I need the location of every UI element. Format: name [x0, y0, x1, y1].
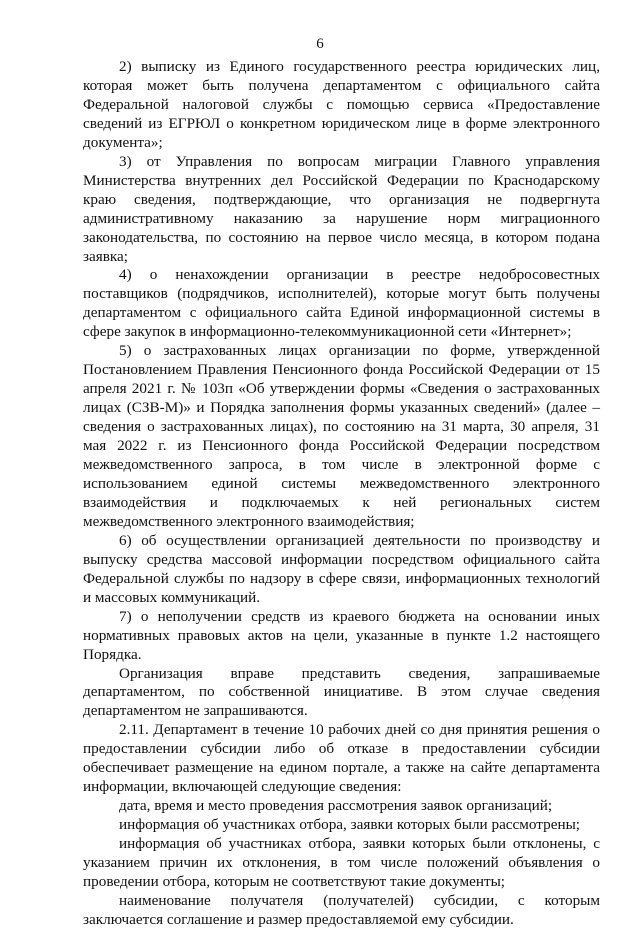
organization-own-initiative-note: Организация вправе представить сведения, запрашиваемые департаментом, по собственной инициативе. В этом случае сведения департаментом не запрашиваются.: [83, 664, 600, 720]
page-number: 6: [316, 36, 324, 52]
published-info-rejected-participants: информация об участниках отбора, заявки которых были отклонены, с указанием причин их отклонения, в том числе положений объявления о проведении отбора, которым не соответствуют такие документы;: [83, 835, 600, 890]
item-3-migration-info: 3) от Управления по вопросам миграции Главного управления Министерства внутренних дел Российской Федерации по Краснодарскому краю сведения, подтверждающие, что организация не подвергнута административному наказанию за нарушение норм миграционного законодательства, по состоянию на первое число месяца, в котором подана заявка;: [83, 152, 600, 265]
item-5-insured-persons: 5) о застрахованных лицах организации по форме, утвержденной Постановлением Правления Пенсионного фонда Российской Федерации от 15 апреля 2021 г. № 103п «Об утверждении формы «Сведения о застрахованных лицах (СЗВ-М)» и Порядка заполнения формы указанных сведений» (далее – сведения о застрахованных лицах), по состоянию на 31 марта, 30 апреля, 31 мая 2022 г. из Пенсионного фонда Российской Федерации посредством межведомственного запроса, в том числе в электронной форме с использованием единой системы межведомственного электронного взаимодействия и подключаемых к ней региональных систем межведомственного электронного взаимодействия;: [83, 342, 600, 530]
item-4-unfair-suppliers-registry: 4) о ненахождении организации в реестре недобросовестных поставщиков (подрядчиков, исполнителей), которые могут быть получены департаментом с официального сайта Единой информационной системы в сфере закупок в информационно-телекоммуникационной сети «Интернет»;: [83, 266, 600, 341]
item-2-egrul-extract: 2) выписку из Единого государственного реестра юридических лиц, которая может быть получена департаментом с официального сайта Федеральной налоговой службы с помощью сервиса «Предоставление сведений из ЕГРЮЛ о конкретном юридическом лице в форме электронного документа»;: [83, 58, 600, 151]
clause-2-11-publication: 2.11. Департамент в течение 10 рабочих дней со дня принятия решения о предоставлении субсидии либо об отказе в предоставлении субсидии обеспечивает размещение на едином портале, а также на сайте департамента информации, включающей следующие сведения:: [83, 721, 600, 796]
published-info-reviewed-participants: информация об участниках отбора, заявки которых были рассмотрены;: [119, 816, 581, 834]
document-body: [83, 58, 600, 930]
published-info-review-date: дата, время и место проведения рассмотрения заявок организаций;: [119, 797, 553, 815]
item-7-no-regional-funds: 7) о неполучении средств из краевого бюджета на основании иных нормативных правовых актов на цели, указанные в пункте 1.2 настоящего Порядка.: [83, 607, 600, 663]
item-6-mass-media-activity: 6) об осуществлении организацией деятельности по производству и выпуску средства массовой информации посредством официального сайта Федеральной службы по надзору в сфере связи, информационных технологий и массовых коммуникаций.: [83, 531, 600, 606]
published-info-recipient-name: наименование получателя (получателей) субсидии, с которым заключается соглашение и размер предоставляемой ему субсидии.: [83, 891, 600, 928]
